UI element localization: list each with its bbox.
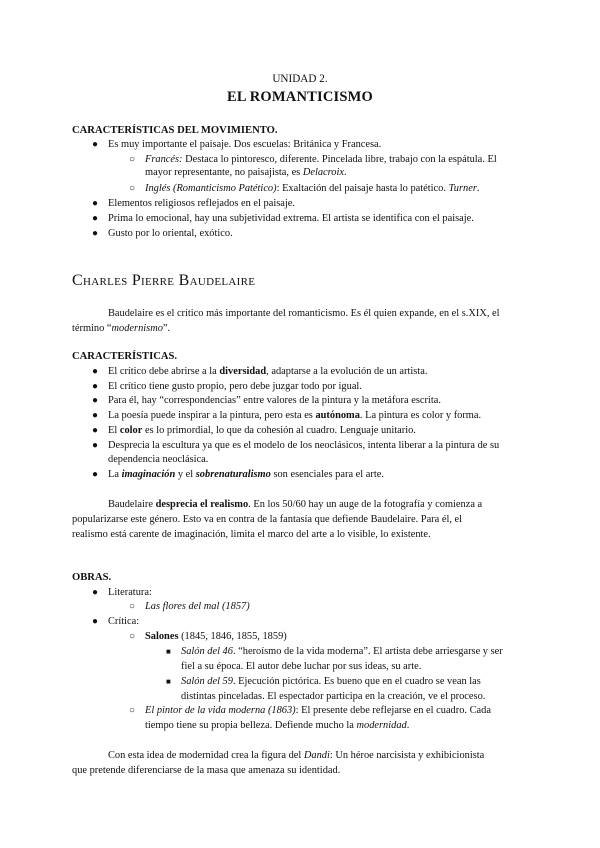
works-salon-59: Salón del 59. Ejecución pictórica. Es bueno que en el cuadro se vean las — [181, 676, 481, 687]
works-salones: Salones (1845, 1846, 1855, 1859) — [145, 631, 287, 642]
intro-paragraph: Baudelaire es el crítico más importante del romanticismo. Es él quien expande, en el s.XIX, el — [108, 308, 500, 319]
square-bullet-icon: ■ — [166, 677, 171, 686]
bullet-icon: ● — [92, 440, 99, 451]
bullet-icon: ● — [92, 410, 99, 421]
movement-subitem-english: Inglés (Romanticismo Patético): Exaltación del paisaje hasta lo patético. Turner. — [145, 183, 480, 194]
bullet-icon: ● — [92, 139, 99, 150]
movement-subitem-french-cont: mayor representante, no paisajista, es Delacroix. — [145, 167, 347, 178]
feature-item-6-cont: dependencia neoclásica. — [108, 454, 209, 465]
works-salon-46: Salón del 46. “heroísmo de la vida moderna”. El artista debe arriesgarse y ser — [181, 646, 503, 657]
feature-item-3: Para él, hay “correspondencias” entre valores de la pintura y la metáfora escrita. — [108, 395, 441, 406]
movement-subitem-french: Francés: Destaca lo pintoresco, diferente. Pincelada libre, trabajo con la espátula. El — [145, 154, 497, 165]
page-title: EL ROMANTICISMO — [226, 89, 373, 105]
feature-item-2: El crítico tiene gusto propio, pero debe juzgar todo por igual. — [108, 381, 362, 392]
circle-bullet-icon: ○ — [129, 154, 136, 165]
square-bullet-icon: ■ — [166, 647, 171, 656]
movement-item-1: Es muy importante el paisaje. Dos escuelas: Británica y Francesa. — [108, 139, 382, 150]
realism-paragraph-line-2: popularizarse este género. Esto va en contra de la fantasía que defiende Baudelaire. Para él, el — [72, 514, 463, 525]
movement-item-3: Prima lo emocional, hay una subjetividad extrema. El artista se identifica con el paisaje. — [108, 213, 474, 224]
works-pintor: El pintor de la vida moderna (1863): El presente debe reflejarse en el cuadro. Cada — [145, 705, 491, 716]
bullet-icon: ● — [92, 469, 99, 480]
circle-bullet-icon: ○ — [129, 631, 136, 642]
bullet-icon: ● — [92, 425, 99, 436]
works-critique: Crítica: — [108, 616, 140, 627]
bullet-icon: ● — [92, 228, 99, 239]
works-salon-46-cont: fiel a su época. El autor debe luchar por sus ideas, su arte. — [181, 661, 422, 672]
circle-bullet-icon: ○ — [129, 601, 136, 612]
bullet-icon: ● — [92, 395, 99, 406]
bullet-icon: ● — [92, 381, 99, 392]
bullet-icon: ● — [92, 366, 99, 377]
works-literature: Literatura: — [108, 587, 152, 598]
closing-paragraph-line-2: que pretende diferenciarse de la masa que amenaza su identidad. — [72, 765, 341, 776]
movement-heading: CARACTERÍSTICAS DEL MOVIMIENTO. — [72, 125, 278, 136]
works-heading: OBRAS. — [72, 572, 112, 583]
circle-bullet-icon: ○ — [129, 705, 136, 716]
movement-item-4: Gusto por lo oriental, exótico. — [108, 228, 233, 239]
movement-item-2: Elementos religiosos reflejados en el paisaje. — [108, 198, 295, 209]
feature-item-4: La poesía puede inspirar a la pintura, pero esta es autónoma. La pintura es color y forma. — [108, 410, 482, 421]
works-salon-59-cont: distintas pinceladas. El espectador participa en la creación, ve el proceso. — [181, 691, 486, 702]
feature-item-7: La imaginación y el sobrenaturalismo son esenciales para el arte. — [108, 469, 384, 480]
bullet-icon: ● — [92, 587, 99, 598]
feature-item-1: El crítico debe abrirse a la diversidad, adaptarse a la evolución de un artista. — [108, 366, 428, 377]
features-heading: CARACTERÍSTICAS. — [72, 351, 178, 362]
feature-item-5: El color es lo primordial, lo que da cohesión al cuadro. Lenguaje unitario. — [108, 425, 416, 436]
intro-paragraph-cont: término “modernismo”. — [72, 323, 171, 334]
realism-paragraph-line-3: realismo está carente de imaginación, limita el marco del arte a lo visible, lo existente. — [72, 529, 431, 540]
author-heading: Charles Pierre Baudelaire — [72, 272, 256, 289]
realism-paragraph: Baudelaire desprecia el realismo. En los 50/60 hay un auge de la fotografía y comienza a — [108, 499, 483, 510]
unit-label: UNIDAD 2. — [272, 73, 328, 85]
closing-paragraph: Con esta idea de modernidad crea la figura del Dandi: Un héroe narcisista y exhibicionista — [108, 750, 485, 761]
bullet-icon: ● — [92, 198, 99, 209]
bullet-icon: ● — [92, 213, 99, 224]
circle-bullet-icon: ○ — [129, 183, 136, 194]
bullet-icon: ● — [92, 616, 99, 627]
works-flores: Las flores del mal (1857) — [145, 601, 250, 612]
works-pintor-cont: tiempo tiene su propia belleza. Defiende mucho la modernidad. — [145, 720, 410, 731]
feature-item-6: Desprecia la escultura ya que es el modelo de los neoclásicos, intenta liberar a la pintura de su — [108, 440, 500, 451]
